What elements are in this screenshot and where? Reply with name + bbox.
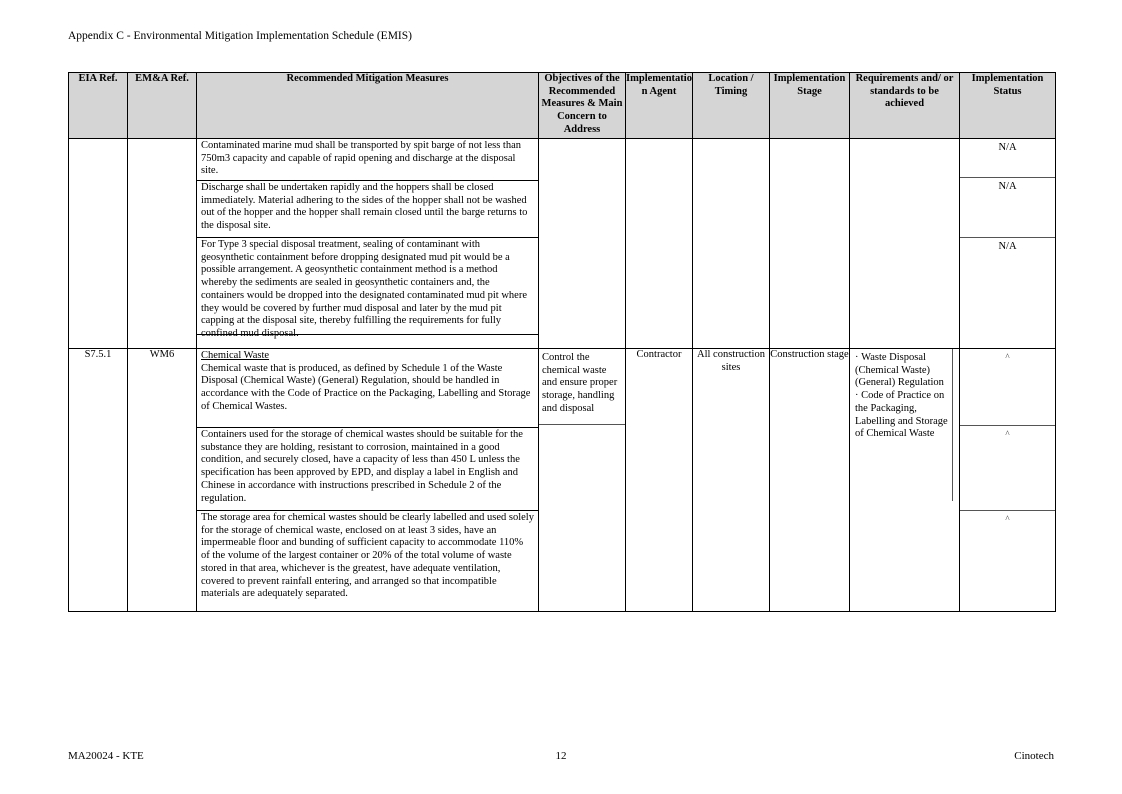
status-value: ^ xyxy=(960,349,1055,426)
header-requirements: Requirements and/ or standards to be achieved xyxy=(850,73,960,139)
objectives-cell xyxy=(539,349,626,612)
header-status: Implementation Status xyxy=(960,73,1056,139)
emis-table xyxy=(68,72,1056,612)
requirements-cell xyxy=(850,139,960,349)
status-cell xyxy=(960,139,1056,349)
location-cell: All construction sites xyxy=(693,349,770,612)
measures-paragraph: For Type 3 special disposal treatment, sealing of contaminant with geosynthetic containment before dropping designated mud pit would be a possible arrangement. A geosynthetic containment method is a method whereby the sediments are sealed in geosynthetic containers and, the containers would be dropped into the designated contaminated mud pit where they would be covered by further mud disposal and later by the mud pit capping at the disposal site, thereby fulfilling the requirements for fully confined mud disposal. xyxy=(197,238,538,335)
measures-paragraph: Containers used for the storage of chemical wastes should be suitable for the substance they are holding, resistant to corrosion, maintained in a good condition, and securely closed, have a capacity of less than 450 L unless the specification has been approved by EPD, and display a label in English and Chinese in accordance with instructions prescribed in Schedule 2 of the regulation. xyxy=(197,428,538,511)
status-value: ^ xyxy=(1005,514,1010,524)
footer-page-number: 12 xyxy=(555,750,567,762)
status-value: N/A xyxy=(998,241,1017,252)
measures-paragraph: Contaminated marine mud shall be transported by spit barge of not less than 750m3 capacity and capable of rapid opening and discharge at the disposal site. xyxy=(197,139,538,181)
eia-ref-cell: S7.5.1 xyxy=(69,349,128,612)
table-row xyxy=(69,139,1056,349)
ema-ref-cell: WM6 xyxy=(128,349,197,612)
ema-ref-cell xyxy=(128,139,197,349)
status-value: ^ xyxy=(960,426,1055,511)
header-measures: Recommended Mitigation Measures xyxy=(197,73,539,139)
page-title: Appendix C - Environmental Mitigation Implementation Schedule (EMIS) xyxy=(68,30,412,42)
measures-paragraph xyxy=(197,349,538,428)
eia-ref-cell xyxy=(69,139,128,349)
status-cell xyxy=(960,349,1056,612)
measures-paragraph: The storage area for chemical wastes should be clearly labelled and used solely for the storage of chemical waste, enclosed on at least 3 sides, have an impermeable floor and bunding of sufficient capacity to accommodate 110% of the volume of the largest container or 20% of the total volume of waste stored in that area, whichever is the greatest, have adequate ventilation, covered to prevent rainfall entering, and arranged so that incompatible materials are adequately separated. xyxy=(201,512,534,600)
header-agent: Implementation Agent xyxy=(626,73,693,139)
requirement-item: · Code of Practice on the Packaging, Labelling and Storage of Chemical Waste xyxy=(853,390,950,441)
header-stage: Implementation Stage xyxy=(770,73,850,139)
status-value: N/A xyxy=(960,178,1055,238)
objectives-text: Control the chemical waste and ensure proper storage, handling and disposal xyxy=(539,349,625,425)
status-value: N/A xyxy=(960,139,1055,178)
table-row xyxy=(69,349,1056,612)
measures-cell xyxy=(197,139,539,349)
stage-cell: Construction stage xyxy=(770,349,850,612)
objectives-cell xyxy=(539,139,626,349)
table-header-row xyxy=(69,73,1056,139)
agent-cell: Contractor xyxy=(626,349,693,612)
measures-heading: Chemical Waste xyxy=(201,350,270,361)
measures-cell xyxy=(197,349,539,612)
measures-paragraph-text: Chemical waste that is produced, as defined by Schedule 1 of the Waste Disposal (Chemical Waste) (General) Regulation, should be handled in accordance with the Code of Practice on the Packaging, Labelling and Storage of Chemical Wastes. xyxy=(201,362,531,412)
requirement-item: · Waste Disposal (Chemical Waste) (General) Regulation xyxy=(853,352,950,390)
footer-project-code: MA20024 - KTE xyxy=(68,750,144,762)
header-location: Location / Timing xyxy=(693,73,770,139)
requirements-list xyxy=(850,349,953,501)
header-objectives: Objectives of the Recommended Measures & Main Concern to Address xyxy=(539,73,626,139)
stage-cell xyxy=(770,139,850,349)
requirements-cell xyxy=(850,349,960,612)
measures-paragraph: Discharge shall be undertaken rapidly and the hoppers shall be closed immediately. Material adhering to the sides of the hopper shall not be washed out of the hopper and the hopper shall remain closed until the barge returns to the disposal site. xyxy=(197,181,538,238)
footer-company-name: Cinotech xyxy=(1014,750,1054,762)
location-cell xyxy=(693,139,770,349)
agent-cell xyxy=(626,139,693,349)
header-ema-ref: EM&A Ref. xyxy=(128,73,197,139)
header-eia-ref: EIA Ref. xyxy=(69,73,128,139)
